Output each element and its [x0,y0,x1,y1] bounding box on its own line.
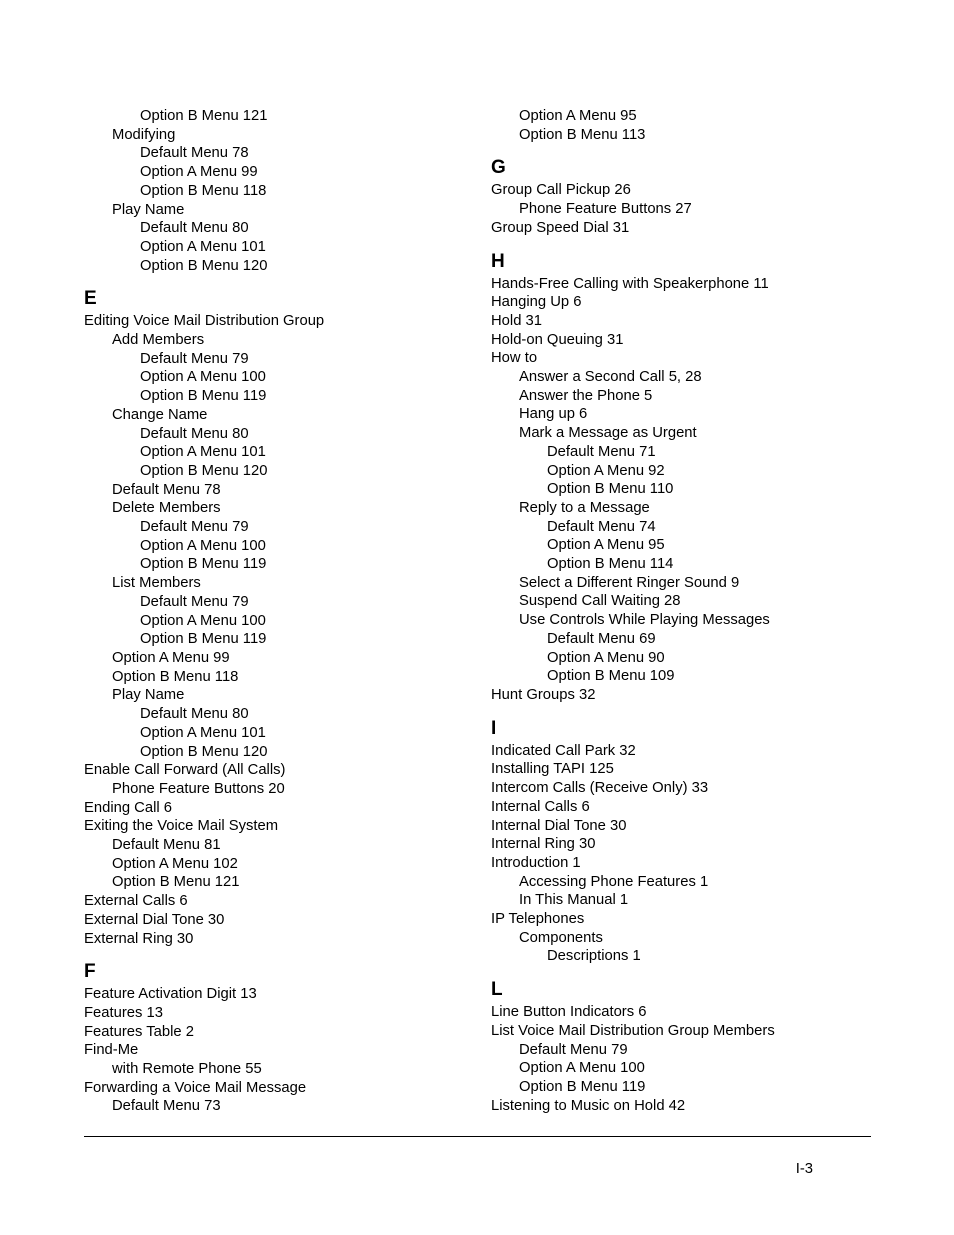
index-entry: Enable Call Forward (All Calls) [84,762,286,779]
index-subentry: Default Menu 79 [519,1041,628,1058]
index-entry: Installing TAPI 125 [491,761,614,778]
index-subentry: Option B Menu 119 [140,631,267,648]
index-subentry: Option B Menu 120 [140,257,268,274]
index-subentry: Default Menu 71 [547,443,656,460]
index-entry: Hanging Up 6 [491,294,582,311]
index-subentry: Option A Menu 92 [547,462,665,479]
index-subentry: Hang up 6 [519,406,588,423]
index-subentry: Answer a Second Call 5, 28 [519,369,702,386]
index-subentry: Option B Menu 119 [519,1078,646,1095]
index-subentry: Option A Menu 101 [140,444,266,461]
index-subentry: with Remote Phone 55 [112,1061,262,1078]
index-entry: Exiting the Voice Mail System [84,818,279,835]
index-subentry: Option B Menu 120 [140,462,268,479]
index-subentry: Option B Menu 110 [547,481,674,498]
index-subentry: Option A Menu 101 [140,238,266,255]
index-entry: Internal Dial Tone 30 [491,817,627,834]
index-subentry: Option A Menu 100 [140,369,266,386]
index-subentry: Option B Menu 118 [112,668,239,685]
index-subentry: Default Menu 69 [547,630,656,647]
page-number: I-3 [795,1161,813,1177]
index-section-letter: I [491,717,497,739]
index-subentry: Default Menu 73 [112,1098,221,1115]
index-subentry: Option A Menu 90 [547,649,665,666]
index-subentry: Default Menu 79 [140,593,249,610]
index-section-letter: H [491,250,505,272]
index-entry: Features 13 [84,1004,163,1021]
index-subentry: Option B Menu 109 [547,668,675,685]
index-subentry: Option A Menu 95 [519,108,637,124]
index-entry: IP Telephones [491,911,585,928]
index-subentry: Descriptions 1 [547,948,641,965]
index-subentry: Add Members [112,332,205,349]
index-subentry: Default Menu 79 [140,350,249,367]
index-entry: Features Table 2 [84,1023,194,1040]
index-entry: Ending Call 6 [84,799,173,816]
index-entry: External Dial Tone 30 [84,911,225,928]
index-entry: External Ring 30 [84,930,194,947]
index-subentry: Components [519,929,603,946]
index-entry: How to [491,350,538,367]
index-subentry: Option B Menu 119 [140,556,267,573]
index-section-letter: E [84,288,97,310]
index-subentry: Select a Different Ringer Sound 9 [519,574,740,591]
index-subentry: Reply to a Message [519,499,650,516]
index-entry: Hold-on Queuing 31 [491,331,624,348]
index-entry: External Calls 6 [84,893,188,910]
index-subentry: Option A Menu 99 [112,649,230,666]
index-subentry: Option B Menu 119 [140,388,267,405]
index-subentry: Play Name [112,201,185,218]
index-subentry: Change Name [112,406,208,423]
index-entry: Find-Me [84,1042,139,1059]
index-subentry: Default Menu 79 [140,519,249,536]
index-entry: Introduction 1 [491,854,581,871]
index-subentry: Modifying [112,126,176,143]
index-subentry: Option A Menu 100 [140,537,266,554]
index-entry: Indicated Call Park 32 [491,742,636,759]
index-subentry: Delete Members [112,500,221,517]
index-subentry: Option A Menu 99 [140,164,258,181]
index-subentry: Option B Menu 121 [112,874,240,891]
index-column-right [491,107,891,1115]
index-subentry: Option A Menu 100 [140,612,266,629]
index-subentry: Option B Menu 113 [519,126,646,143]
index-subentry: Default Menu 80 [140,220,249,237]
index-column-left [84,107,474,1116]
index-entry: Hands-Free Calling with Speakerphone 11 [491,275,769,292]
index-entry: Group Speed Dial 31 [491,219,630,236]
index-subentry: Phone Feature Buttons 27 [519,201,692,218]
index-subentry: Suspend Call Waiting 28 [519,593,681,610]
index-subentry: Default Menu 78 [112,481,221,498]
index-subentry: Play Name [112,687,185,704]
index-subentry: Default Menu 81 [112,837,221,854]
index-subentry: Phone Feature Buttons 20 [112,780,285,797]
index-subentry: Option B Menu 118 [140,182,267,199]
index-subentry: Use Controls While Playing Messages [519,612,770,629]
index-entry: Hold 31 [491,312,543,329]
index-subentry: Option A Menu 95 [547,537,665,554]
index-entry: Editing Voice Mail Distribution Group [84,313,325,330]
index-entry: Hunt Groups 32 [491,686,596,703]
index-entry: List Voice Mail Distribution Group Members [491,1022,775,1039]
index-subentry: Option A Menu 100 [519,1060,645,1077]
index-subentry: Default Menu 80 [140,425,249,442]
index-subentry: Accessing Phone Features 1 [519,873,709,890]
index-section-letter: F [84,961,96,983]
index-entry: Internal Ring 30 [491,836,596,853]
index-section-letter: G [491,157,506,179]
index-subentry: In This Manual 1 [519,892,629,909]
index-subentry: List Members [112,575,201,592]
index-subentry: Option A Menu 102 [112,855,238,872]
index-entry: Internal Calls 6 [491,798,590,815]
index-subentry: Option B Menu 121 [140,108,268,124]
index-subentry: Default Menu 74 [547,518,656,535]
index-subentry: Default Menu 78 [140,145,249,162]
index-entry: Feature Activation Digit 13 [84,986,257,1003]
index-subentry: Option B Menu 120 [140,743,268,760]
index-entry: Line Button Indicators 6 [491,1004,647,1021]
index-entry: Intercom Calls (Receive Only) 33 [491,780,709,797]
index-subentry: Answer the Phone 5 [519,387,653,404]
index-subentry: Mark a Message as Urgent [519,425,697,442]
footer-rule [84,1136,871,1137]
index-subentry: Default Menu 80 [140,706,249,723]
index-section-letter: L [491,979,503,1001]
index-entry: Forwarding a Voice Mail Message [84,1079,307,1096]
index-entry: Listening to Music on Hold 42 [491,1097,686,1114]
index-subentry: Option A Menu 101 [140,724,266,741]
index-entry: Group Call Pickup 26 [491,182,631,199]
index-subentry: Option B Menu 114 [547,556,674,573]
